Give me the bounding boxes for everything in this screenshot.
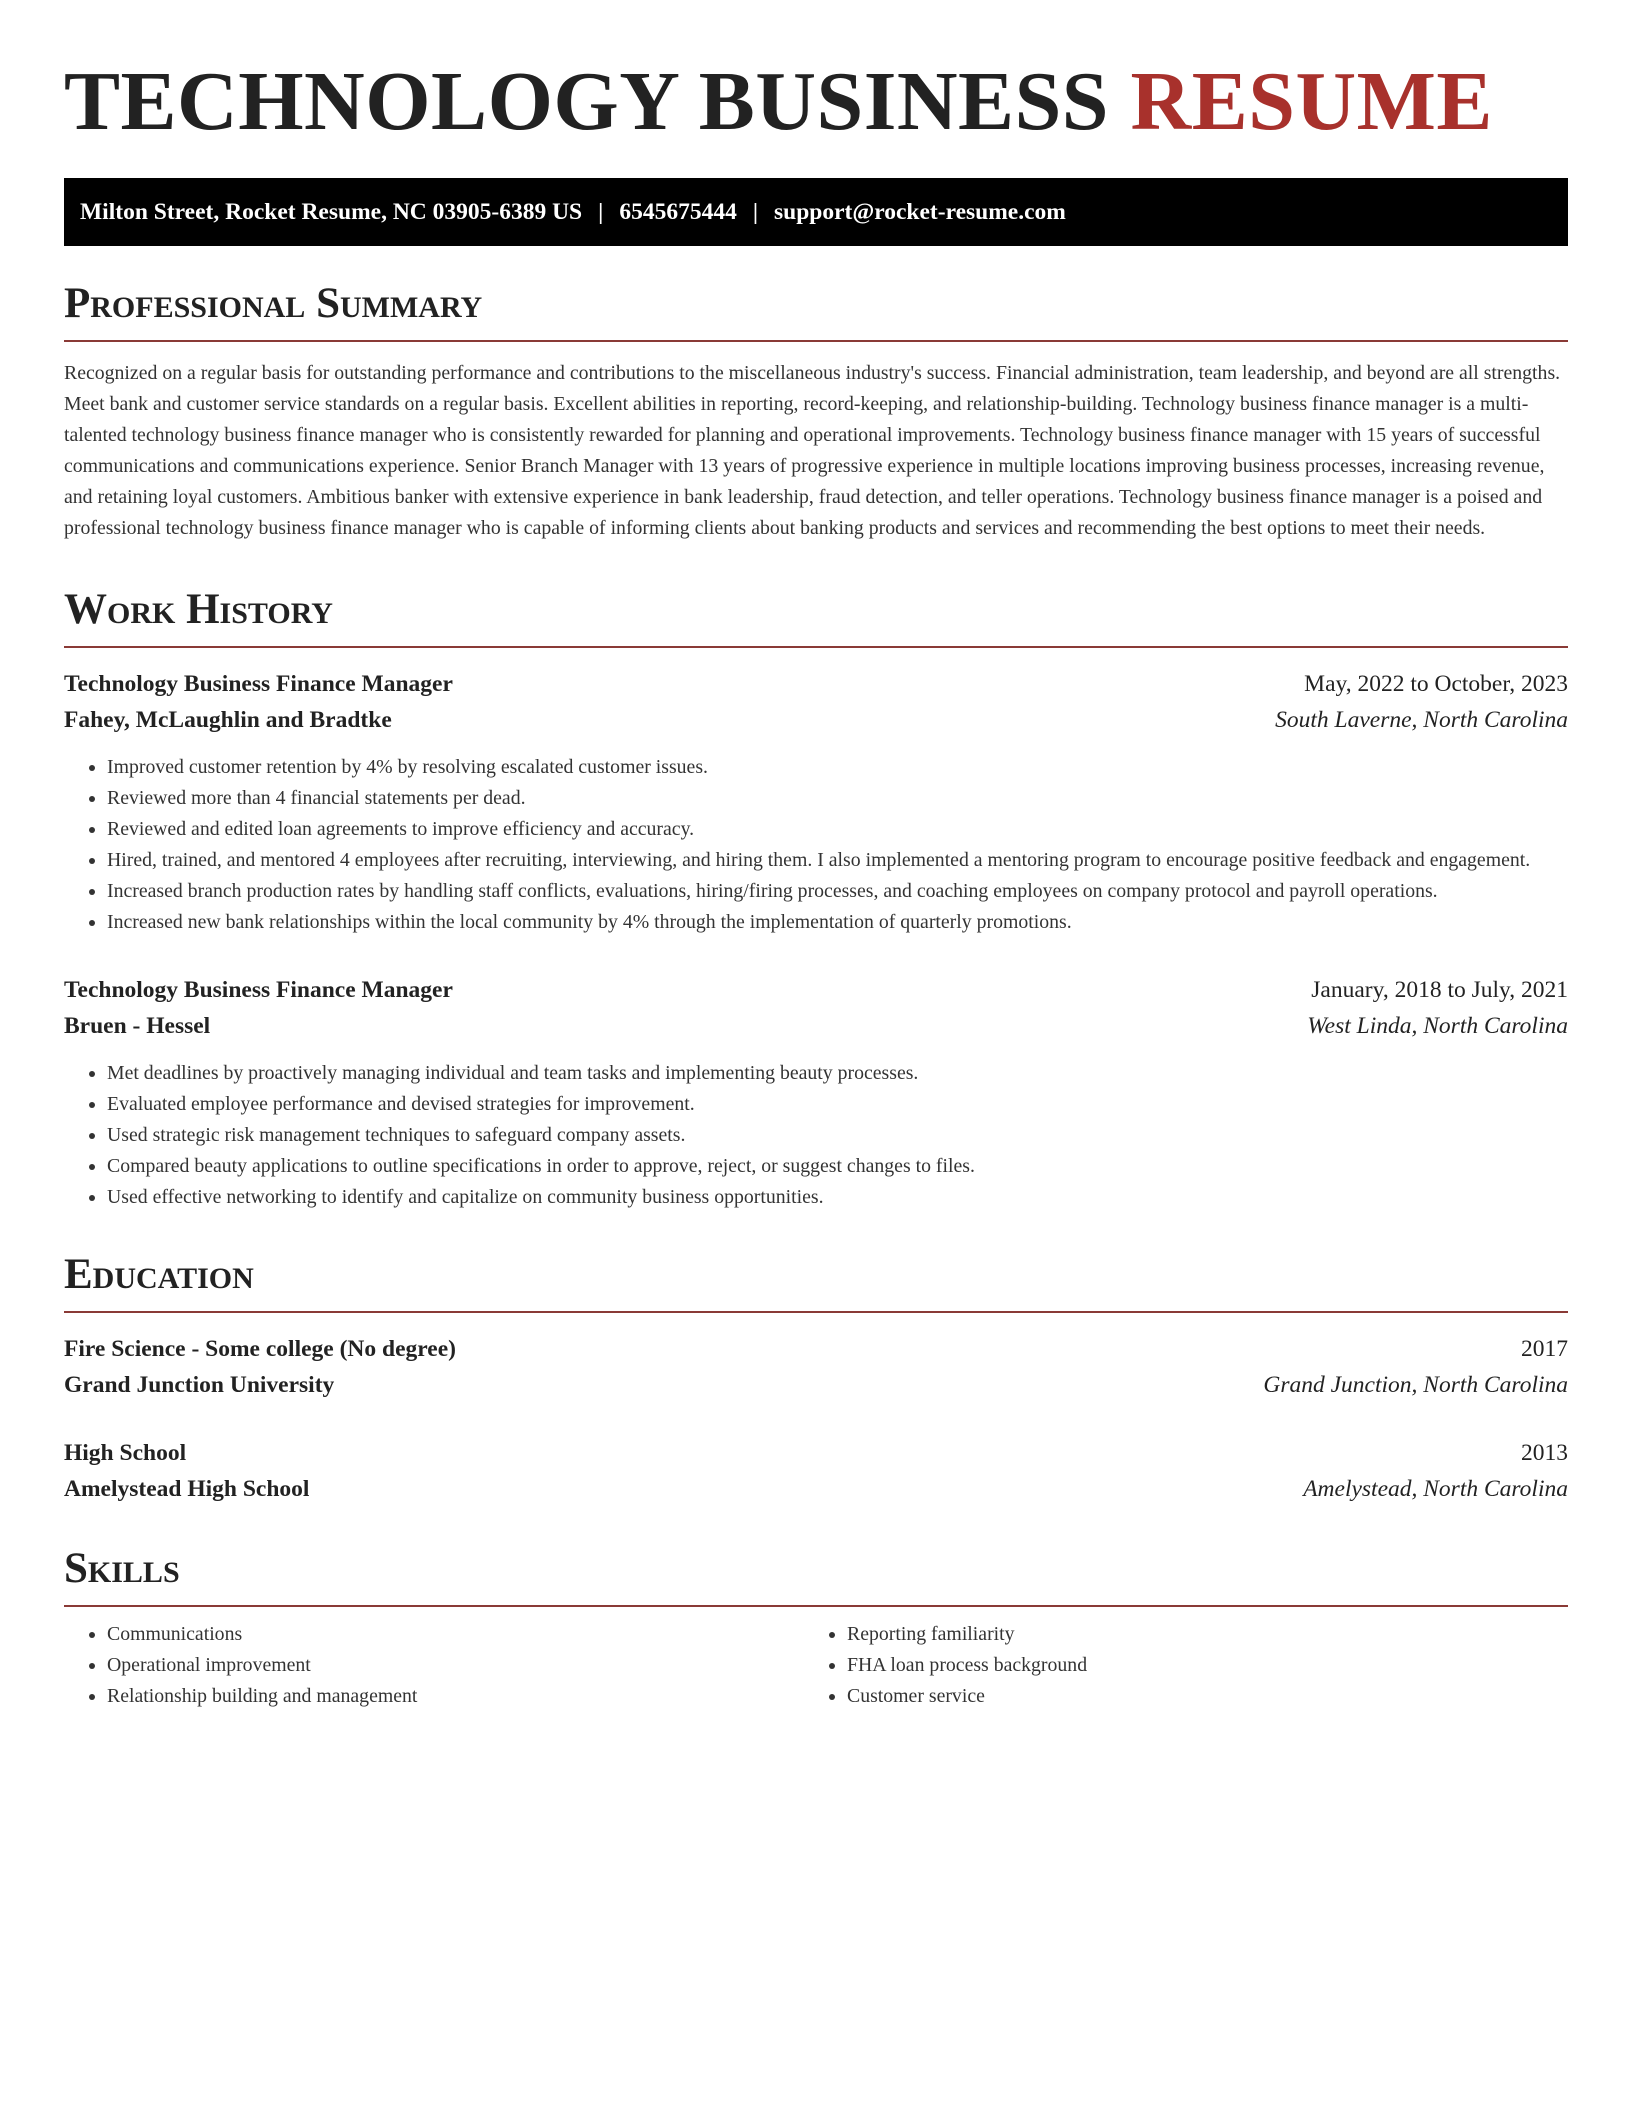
education-degree: Fire Science - Some college (No degree) bbox=[64, 1336, 456, 1362]
job-dates: May, 2022 to October, 2023 bbox=[1304, 671, 1568, 697]
job-title: Technology Business Finance Manager bbox=[64, 671, 453, 697]
job-entry bbox=[64, 666, 1568, 938]
job-bullets bbox=[64, 752, 1568, 938]
skill-item: • Reporting familiarity bbox=[847, 1619, 1544, 1650]
job-bullet: • Increased new bank relationships within the local community by 4% through the implementation of quarterly promotions. bbox=[107, 907, 1568, 938]
job-bullet: • Reviewed more than 4 financial statements per dead. bbox=[107, 783, 1568, 814]
skills-list-right bbox=[804, 1619, 1544, 1712]
education-heading: Education bbox=[64, 1247, 1568, 1313]
contact-phone: 6545675444 bbox=[619, 198, 737, 225]
job-header-row bbox=[64, 972, 1568, 1008]
job-location: West Linda, North Carolina bbox=[1307, 1013, 1568, 1039]
education-entry bbox=[64, 1331, 1568, 1403]
education-year: 2017 bbox=[1521, 1336, 1568, 1362]
skills-list-left bbox=[64, 1619, 804, 1712]
job-bullet: • Hired, trained, and mentored 4 employees after recruiting, interviewing, and hiring them. I also implemented a mentoring program to encourage positive feedback and engagement. bbox=[107, 845, 1568, 876]
summary-heading: Professional Summary bbox=[64, 276, 1568, 342]
skills-section bbox=[64, 1541, 1568, 1712]
job-company-row bbox=[64, 1008, 1568, 1044]
education-year: 2013 bbox=[1521, 1440, 1568, 1466]
job-bullet: • Used strategic risk management techniques to safeguard company assets. bbox=[107, 1120, 1568, 1151]
education-school: Grand Junction University bbox=[64, 1372, 335, 1398]
resume-title bbox=[64, 52, 1568, 152]
job-company: Fahey, McLaughlin and Bradtke bbox=[64, 707, 392, 733]
skill-item: • Communications bbox=[107, 1619, 804, 1650]
skill-item: • FHA loan process background bbox=[847, 1650, 1544, 1681]
skills-heading: Skills bbox=[64, 1541, 1568, 1607]
job-bullet: • Used effective networking to identify and capitalize on community business opportunities. bbox=[107, 1182, 1568, 1213]
education-degree-row bbox=[64, 1435, 1568, 1471]
job-bullet: • Improved customer retention by 4% by resolving escalated customer issues. bbox=[107, 752, 1568, 783]
job-bullet: • Increased branch production rates by handling staff conflicts, evaluations, hiring/firing processes, and coaching employees on company protocol and payroll operations. bbox=[107, 876, 1568, 907]
job-bullets bbox=[64, 1058, 1568, 1213]
job-title: Technology Business Finance Manager bbox=[64, 977, 453, 1003]
skill-item: • Customer service bbox=[847, 1681, 1544, 1712]
contact-separator: | bbox=[598, 198, 604, 225]
job-company-row bbox=[64, 702, 1568, 738]
education-school: Amelystead High School bbox=[64, 1476, 310, 1502]
skills-grid bbox=[64, 1619, 1568, 1712]
job-dates: January, 2018 to July, 2021 bbox=[1311, 977, 1568, 1003]
resume-title-accent: RESUME bbox=[1130, 55, 1493, 148]
education-location: Amelystead, North Carolina bbox=[1303, 1476, 1568, 1502]
summary-section bbox=[64, 276, 1568, 544]
contact-separator: | bbox=[752, 198, 759, 225]
contact-email: support@rocket-resume.com bbox=[774, 198, 1066, 225]
education-location: Grand Junction, North Carolina bbox=[1263, 1372, 1568, 1398]
education-school-row bbox=[64, 1367, 1568, 1403]
work-history-section bbox=[64, 582, 1568, 1213]
education-section bbox=[64, 1247, 1568, 1507]
education-school-row bbox=[64, 1471, 1568, 1507]
education-degree: High School bbox=[64, 1440, 187, 1466]
job-header-row bbox=[64, 666, 1568, 702]
contact-bar bbox=[64, 178, 1568, 246]
skill-item: • Operational improvement bbox=[107, 1650, 804, 1681]
summary-text: Recognized on a regular basis for outstanding performance and contributions to the miscellaneous industry's success. Financial administration, team leadership, and beyond are all strengths. Meet bank and customer service standards on a regular basis. Excellent abilities in reporting, record-keeping, and relationship-building. Technology business finance manager is a multi-talented technology business finance manager who is consistently rewarded for planning and operational improvements. Technology business finance manager with 15 years of successful communications and communications experience. Senior Branch Manager with 13 years of progressive experience in multiple locations improving business processes, increasing revenue, and retaining loyal customers. Ambitious banker with extensive experience in bank leadership, fraud detection, and teller operations. Technology business finance manager is a poised and professional technology business finance manager who is capable of informing clients about banking products and services and recommending the best options to meet their needs. bbox=[64, 362, 1561, 539]
job-entry bbox=[64, 972, 1568, 1213]
work-history-heading: Work History bbox=[64, 582, 1568, 648]
skill-item: • Relationship building and management bbox=[107, 1681, 804, 1712]
job-bullet: • Reviewed and edited loan agreements to improve efficiency and accuracy. bbox=[107, 814, 1568, 845]
contact-address: Milton Street, Rocket Resume, NC 03905-6389 US bbox=[80, 198, 583, 225]
job-bullet: • Met deadlines by proactively managing individual and team tasks and implementing beauty processes. bbox=[107, 1058, 1568, 1089]
job-location: South Laverne, North Carolina bbox=[1275, 707, 1568, 733]
job-bullet: • Compared beauty applications to outline specifications in order to approve, reject, or suggest changes to files. bbox=[107, 1151, 1568, 1182]
education-entry bbox=[64, 1435, 1568, 1507]
resume-title-main: TECHNOLOGY BUSINESS bbox=[64, 55, 1110, 148]
job-company: Bruen - Hessel bbox=[64, 1013, 211, 1039]
education-degree-row bbox=[64, 1331, 1568, 1367]
job-bullet: • Evaluated employee performance and devised strategies for improvement. bbox=[107, 1089, 1568, 1120]
